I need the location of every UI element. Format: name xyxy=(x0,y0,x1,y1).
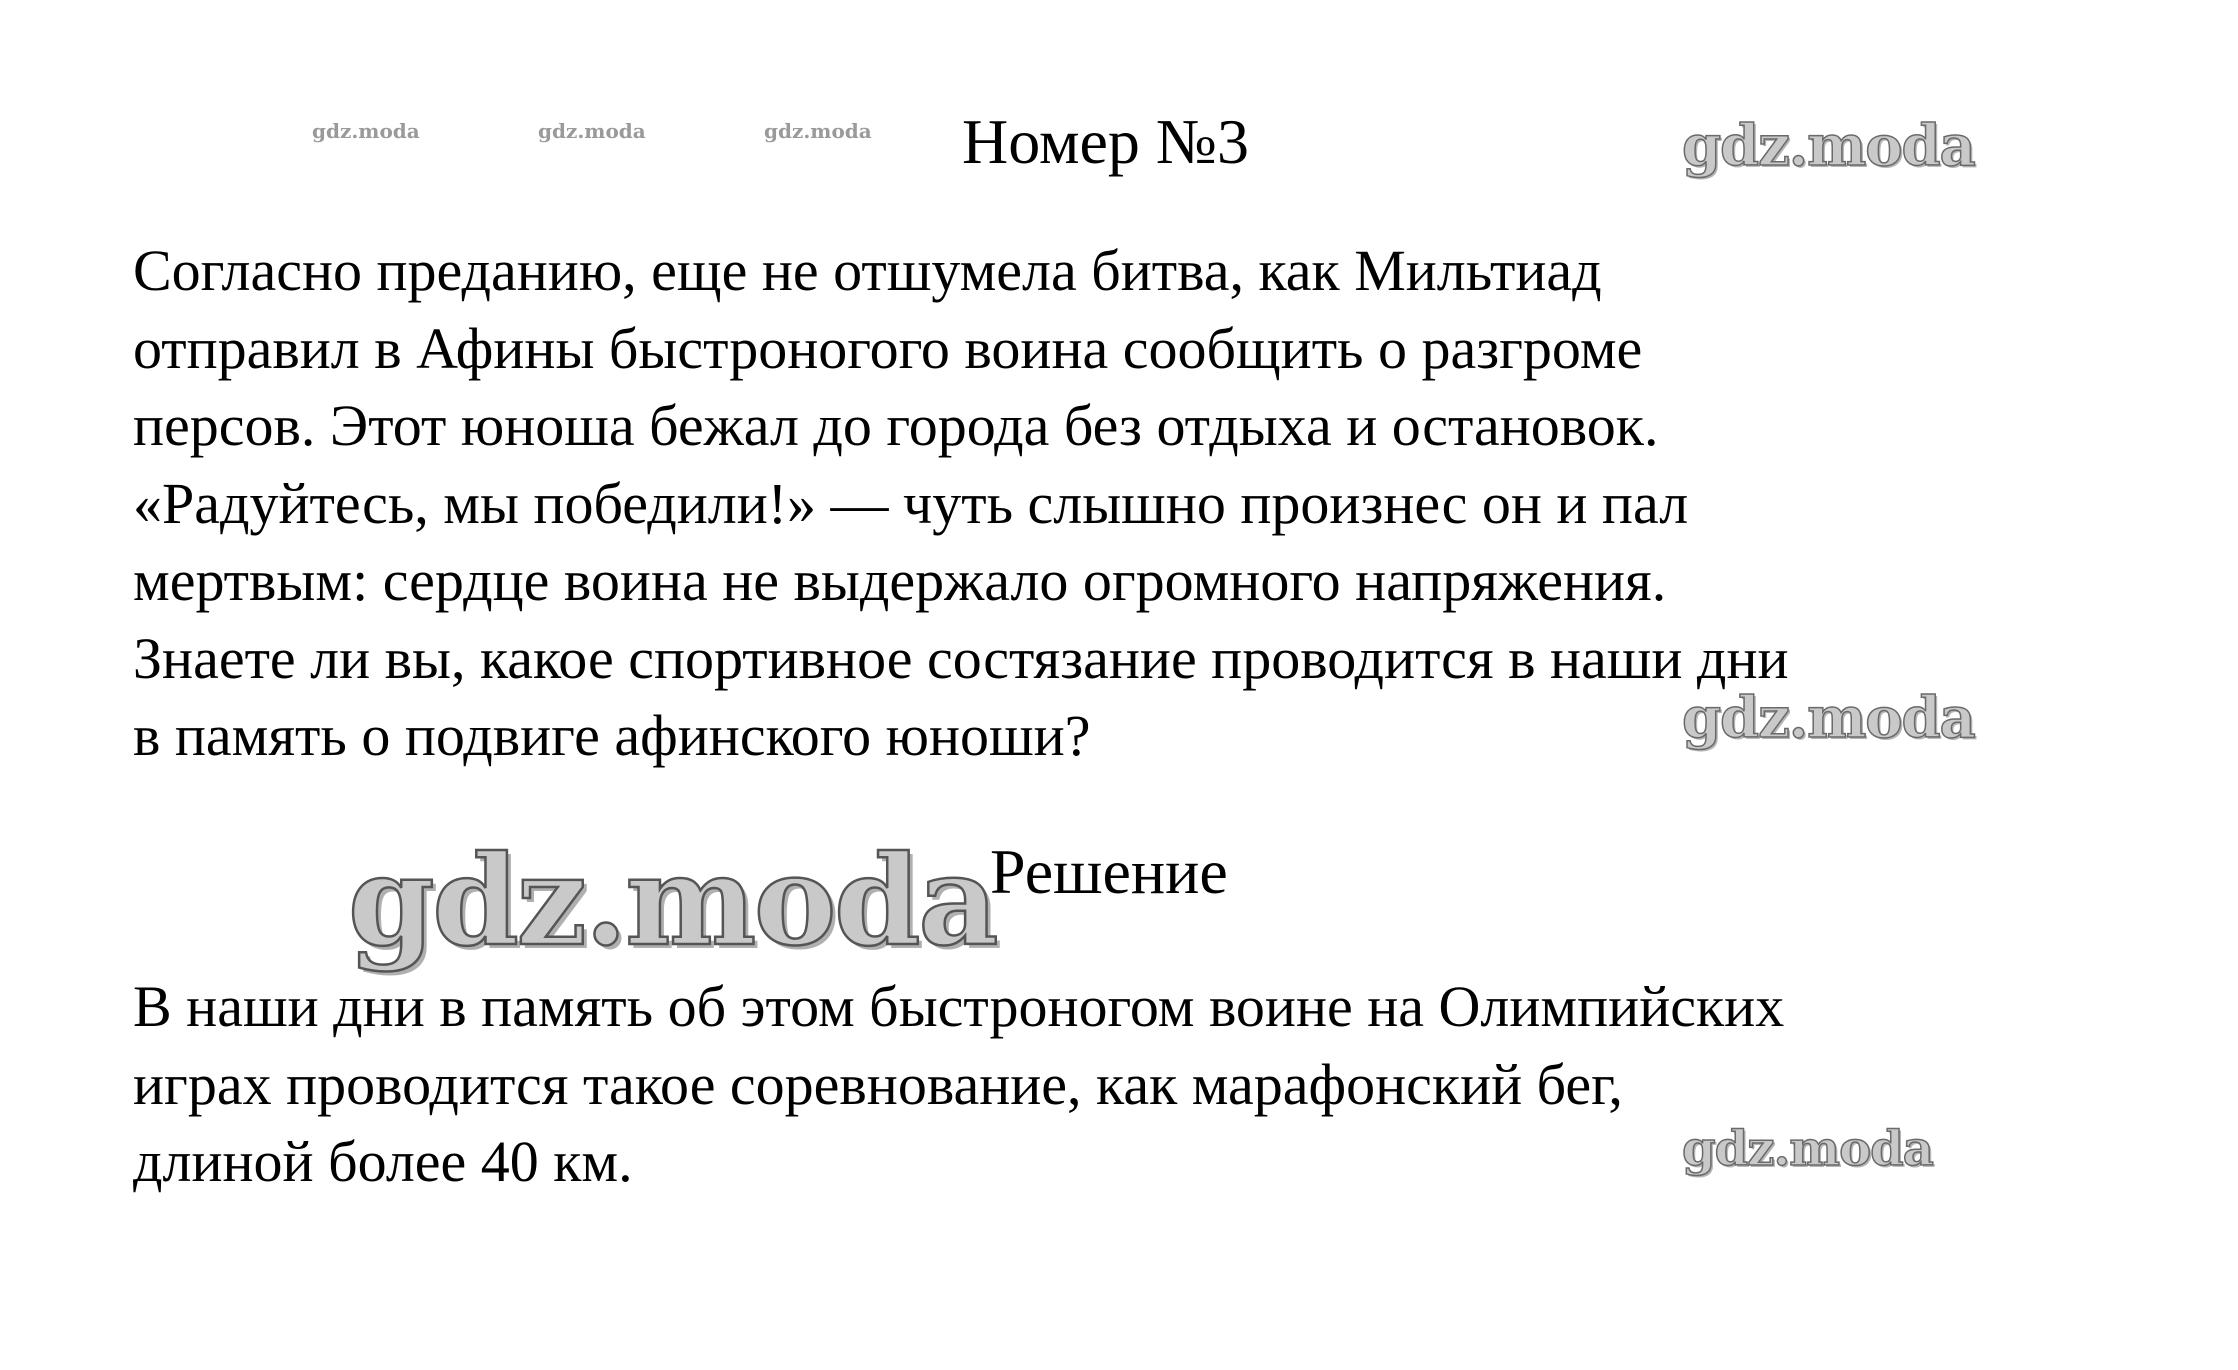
answer-line: В наши дни в память об этом быстроногом воине на Олимпийских xyxy=(133,974,1785,1039)
task-line: Знаете ли вы, какое спортивное состязание проводится в наши дни xyxy=(133,625,1789,691)
task-line: персов. Этот юноша бежал до города без отдыха и остановок. xyxy=(133,393,1659,458)
watermark-logo: gdz.moda xyxy=(1682,113,1975,179)
task-line: в память о подвиге афинского юноши? xyxy=(133,703,1091,768)
task-line: мертвым: сердце воина не выдержало огромного напряжения. xyxy=(133,548,1667,613)
answer-line: играх проводится такое соревнование, как марафонский бег, xyxy=(133,1051,1623,1117)
watermark-logo: gdz.moda xyxy=(764,119,872,143)
watermark-logo: gdz.moda xyxy=(1682,1121,1933,1177)
watermark-logo: gdz.moda xyxy=(538,119,646,143)
watermark-logo: gdz.moda xyxy=(312,119,420,143)
task-line: «Радуйтесь, мы победили!» — чуть слышно произнес он и пал xyxy=(133,470,1689,536)
task-text xyxy=(133,232,1789,775)
task-line: отправил в Афины быстроногого воина сообщить о разгроме xyxy=(133,315,1643,381)
task-line: Согласно преданию, еще не отшумела битва, как Мильтиад xyxy=(133,238,1602,303)
watermark-logo: gdz.moda xyxy=(1682,685,1975,751)
watermark-logo: gdz.moda xyxy=(348,829,997,974)
task-title: Номер №3 xyxy=(962,106,1249,177)
answer-text xyxy=(133,968,1784,1201)
solution-heading: Решение xyxy=(990,836,1228,907)
answer-line: длиной более 40 км. xyxy=(133,1129,633,1194)
